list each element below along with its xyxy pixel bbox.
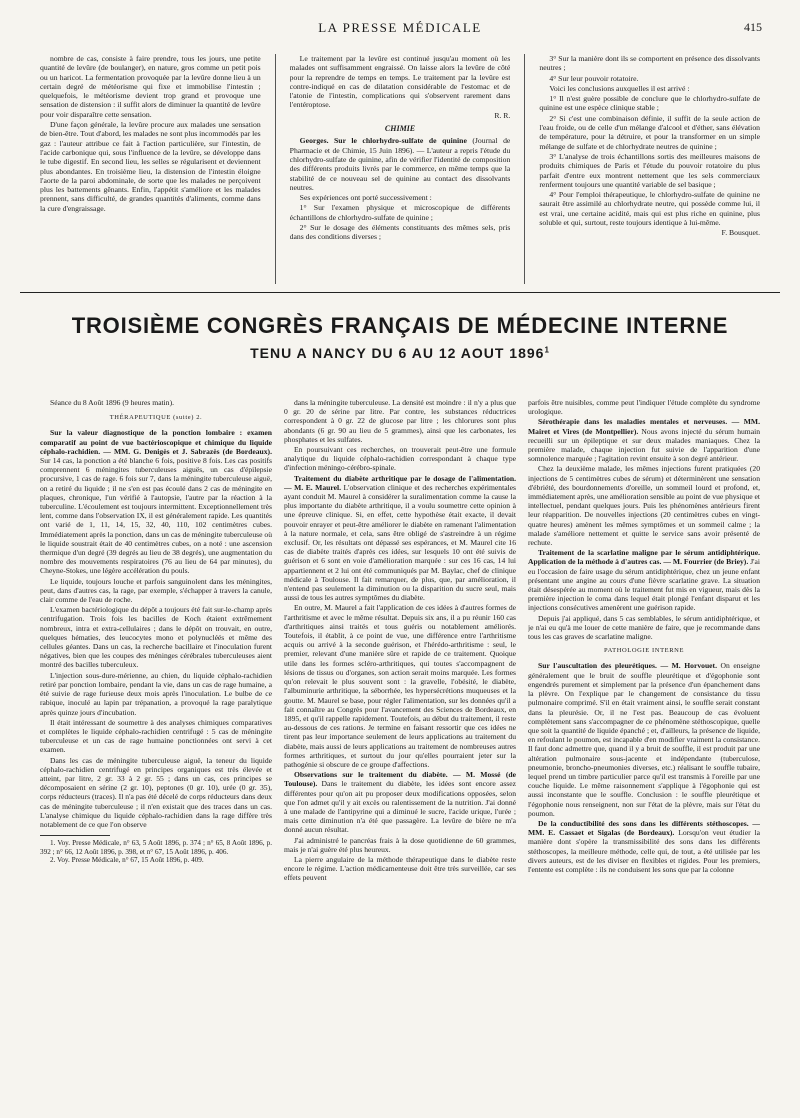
article-title: Traitement du diabète arthritique par le dosage de l'alimentation. bbox=[294, 473, 516, 483]
bottom-column-3 bbox=[528, 398, 760, 1098]
top-column-1 bbox=[40, 54, 261, 284]
article-title: Sérothérapie dans les maladies mentales et nerveuses. bbox=[538, 417, 728, 427]
paragraph bbox=[284, 474, 516, 603]
running-header bbox=[38, 20, 762, 40]
paragraph: nombre de cas, consiste à faire prendre, tous les jours, une petite quantité de levûre (de boulanger), en nature, gros comme un petit pois ou un haricot. La fermentation provoquée par la levûre donne lieu à un certain degré de météorisme qui fixe et immobilise l'intestin ; quelquefois, le météorisme devient trop grand et provoque une sensation de distension : il suffit alors de diminuer la quantité de levûre pour voir disparaître cette sensation. bbox=[40, 54, 261, 119]
paragraph: J'ai administré le pancréas frais à la dose quotidienne de 60 grammes, mais je n'ai guère été plus heureux. bbox=[284, 835, 516, 854]
paragraph: En outre, M. Maurel a fait l'application de ces idées à d'autres formes de l'arthritisme et avec le même résultat. Depuis six ans, il a pu réunir 160 cas d'arthritiques ainsi traités et tous guéris ou notablement améliorés. Toutefois, il établit, à ce point de vue, une différence entre l'arthritisme acquis ou arrivé à la seconde guérison, et l'hérédo-arthritisme : seul, le premier, relevant d'une manière sûre et rapide de ce traitement. Quoique utile dans les formes scléro-arthritiques, qui toutes s'accompagnent de lésions de tissus ou d'organes, son action serait moins marquée. Les formes qu'on relevait le plus souvent sont : la gravelle, l'obésité, le diabète, l'albuminurie arthritique, la séborrhée, les hypersécrétions muqueuses et la goutte. M. Maurel se base, pour régler l'alimentation, sur les données qu'il a fait connaître au Congrès pour l'avancement des Sciences de Bordeaux, en 1895, et qu'il rappelle rapidement. Toutefois, au début du traitement, il reste au-dessous de ces rations. Je termine en faisant ressortir que ces idées ne tirent pas leur importance seulement de leurs applications au traitement du diabète, mais aussi de leurs applications au traitement de nombreuses autres formes arthritiques, et surtout du jour qu'elles pourraient jeter sur la pathogénie si obscure de ce groupe d'affections. bbox=[284, 603, 516, 769]
article-authors: — M. E. Maurel. bbox=[284, 482, 341, 492]
article-text: Dans le traitement du diabète, les idées sont encore assez différentes pour qu'on ait pu proposer deux modifications opposées, selon que l'on admet qu'il y ait excès ou ralentissement de la nutrition. J'ai donné à une malade de l'antipyrine qui a diminué le sucre, l'acide urique, l'urée ; mais cette diminution n'a été que passagère. La levûre de bière ne m'a donné aucun résultat. bbox=[284, 779, 516, 835]
section-heading: THÉRAPEUTIQUE (suite) 2. bbox=[109, 414, 203, 422]
column-rule bbox=[275, 54, 276, 284]
section-heading: PATHOLOGIE INTERNE bbox=[603, 647, 685, 655]
article-authors: — M. Fourrier (de Briey). bbox=[661, 557, 749, 567]
signature: F. Bousquet. bbox=[721, 228, 761, 238]
paragraph bbox=[528, 819, 760, 874]
signature: R. R. bbox=[494, 110, 511, 120]
paragraph bbox=[528, 417, 760, 463]
paragraph bbox=[528, 548, 760, 612]
footnote-rule bbox=[40, 835, 110, 836]
paragraph: dans la méningite tuberculeuse. La densité est moindre : il n'y a plus que 0 gr. 20 de sérine par litre. Par contre, les substances réductrices correspondent à 0 gr. 22 de glucose par litre ; les chlorures sont plus abondants (6 gr. 90 au lieu de 5 grammes), ainsi que les carbonates, les phosphates et les sulfates. bbox=[284, 398, 516, 444]
congress-subtitle bbox=[20, 345, 780, 361]
footnote: 2. Voy. Presse Médicale, n° 67, 15 Août 1896, p. 409. bbox=[50, 856, 204, 865]
paragraph: Voici les conclusions auxquelles il est arrivé : bbox=[549, 83, 690, 93]
top-columns bbox=[40, 54, 760, 284]
top-column-2 bbox=[290, 54, 511, 284]
paragraph: L'examen bactériologique du dépôt a toujours été fait sur-le-champ après centrifugation. Trois fois les bacilles de Koch étaient extrêmement nombreux, intra et extra-cellulaires ; dans le dépôt on trouvait, en outre, quelques hématies, des leucocytes mono et polynucléés et même des cellules géantes. Dans un cas, la recherche bacillaire et l'inoculation furent négatives, bien que les coupes des méninges cérébrales tuberculeuses aient montré des bacilles tuberculeux. bbox=[40, 605, 272, 670]
article-text: L'observation clinique et des recherches expérimentales ayant conduit M. Maurel à considérer la suralimentation comme la cause la plus importante du diabète arthritique, il a voulu soumettre cette opinion à une épreuve clinique. Si, en effet, cette hypothèse était exacte, il devait pouvoir enrayer et peut-être améliorer le diabète en ramenant l'alimentation à la nature normale, et cela, sans être obligé de s'astreindre à un régime exclusif. Or, les résultats ont dépassé ses espérances, et M. Maurel cite 16 cas de diabète traités d'après ces idées, sur lesquels 10 ont été suivis de guérison et 6 sont en voie d'amélioration marquée : sur ces 16 cas, 14 lui appartiennent et 2 lui ont été communiqués par M. Baylac, chef de clinique médicale à Toulouse. Il fait remarquer, de plus, que, par amélioration, il n'entend pas seulement la diminution ou la disparition du sucre seul, mais aussi de tous les autres symptômes du diabète. bbox=[284, 482, 516, 603]
paragraph: 2° Si c'est une combinaison définie, il suffit de la seule action de l'eau froide, ou de celle d'un mélange d'alcool et d'éther, sans élévation de température, pour la détruire, et pour la transformer en un simple mélange de sulfate et de chlorhydrate neutres de quinine ; bbox=[539, 113, 761, 151]
paragraph: Dans les cas de méningite tuberculeuse aiguë, la teneur du liquide céphalo-rachidien centrifugé en principes organiques est très élevée et atteint, par litre, 2 gr. 33 à 2 gr. 55 ; dans un cas, ces principes se décomposaient en sérine (2 gr. 10), peptones (0 gr. 10), urée (0 gr. 35), corps réducteurs (traces). Il n'a pas été décelé de corps réducteurs dans deux cas de méningite tuberculeuse ; il n'en existait que des traces dans un cas. L'analyse chimique du liquide céphalo-rachidien dans la rage diffère très notablement de ce que l'on observe bbox=[40, 755, 272, 829]
footnote: 1. Voy. Presse Médicale, n° 63, 5 Août 1896, p. 374 ; n° 65, 8 Août 1896, p. 392 ; n° 66, 12 Août 1896, p. 398, et n° 67, 15 Août 1896, p. 406. bbox=[40, 839, 272, 856]
session-line: Séance du 8 Août 1896 (9 heures matin). bbox=[50, 398, 175, 407]
bottom-column-2 bbox=[284, 398, 516, 1098]
article-text: On enseigne généralement que le bruit de souffle pleurétique et d'égophonie sont engendrés purement et simplement par la présence d'un épanchement dans la plèvre. On l'explique par le changement de consistance du tissu pulmonaire comprimé. S'il en était vraiment ainsi, le souffle serait constant dans la pleurésie. Or, il ne l'est pas. Beaucoup de cas évoluent complètement sans s'accompagner de ce phénomène stéthoscopique, quelle que soit la quantité de liquide épanché ; et, d'ailleurs, la présence de liquide, en refoulant le poumon, est incapable d'en modifier vraiment la consistance. Il faut donc admettre que, quand il y a bruit de souffle, il est produit par une altération pulmonaire sous-jacente et indépendante (tuberculose, pneumonie, broncho-pneumonies diverses, etc.) réalisant le souffle tubaire, lequel prend un timbre particulier parce qu'il est transmis à l'oreille par une couche liquide. Le même raisonnement s'applique à l'égophonie qui est aussi inconstante que le souffle. Conclusion : le souffle pleurétique et l'égophonie nous renseignent, non sur l'état de la plèvre, mais sur l'état du poumon. bbox=[528, 661, 760, 818]
article-authors: — MM. G. Denigès et J. Sabrazès (de Bordeaux). bbox=[100, 446, 272, 456]
paragraph: D'une façon générale, la levûre procure aux malades une sensation de bien-être. Tout d'abord, les malades ne sont plus incommodés par les gaz : l'auteur attribue ce fait à l'action particulière, sur l'intestin, de l'acide carbonique qui, sous l'influence de la levûre, se développe dans le tube digestif. En second lieu, les selles se régularisent et deviennent plus abondantes. En troisième lieu, la distension de l'intestin éloigne l'aorte de la paroi abdominale, de sorte que les malades ne perçoivent plus les battements gênants. Enfin, l'appétit s'améliore et les malades prennent, sans difficulté, de grandes quantités d'aliments, comme dans la cure d'engraissage. bbox=[40, 120, 261, 213]
paragraph: Le traitement par la levûre est continué jusqu'au moment où les malades ont suffisamment engraissé. On laisse alors la levûre de côté pour la reprendre de temps en temps. Le traitement par la levûre est contre-indiqué en cas de dilatation considérable de l'estomac et de l'atonie de l'intestin, complications qui s'observent rarement dans l'entéroptose. bbox=[289, 54, 511, 110]
bottom-columns bbox=[40, 398, 760, 1098]
article-text: Lorsqu'on veut étudier la manière dont s'opère la transmissibilité des sons dans les différents stéthoscopes, la meilleure méthode, celle qui, de tout, a été utilisée par les divers auteurs, est de les diviser en flexibles et rigides. Pour les premiers, l'entente est complète : ils ne conduisent les sons que par la colonne bbox=[528, 828, 760, 874]
page-number: 415 bbox=[744, 20, 762, 34]
paragraph: 3° L'analyse de trois échantillons sortis des meilleures maisons de produits chimiques de Paris et l'étude du pouvoir rotatoire du plus parfait d'entre eux montrent nettement que les sels commerciaux renferment toujours une quantité variable de sel basique ; bbox=[539, 151, 761, 189]
footnote-marker: 1 bbox=[544, 345, 550, 355]
paragraph bbox=[290, 136, 511, 192]
paragraph: 4° Sur leur pouvoir rotatoire. bbox=[549, 73, 639, 83]
top-column-3 bbox=[539, 54, 760, 284]
article-authors: — MM. Mairet et Vires (de Montpellier). bbox=[528, 417, 760, 436]
paragraph: Ses expériences ont porté successivement : bbox=[299, 193, 432, 203]
paragraph: Depuis j'ai appliqué, dans 5 cas semblables, le sérum antidiphtérique, et je n'ai eu qu'à me louer de cette manière de faire, que je recommande dans tous les cas graves de scarlatine maligne. bbox=[528, 613, 760, 642]
article-title: Traitement de la scarlatine maligne par le sérum antidiphtérique. Application de la méthode à d'autres cas. bbox=[528, 548, 760, 567]
horizontal-rule bbox=[20, 292, 780, 293]
paragraph: Chez la deuxième malade, les mêmes injections furent pratiquées (20 injections de 5 centimètres cubes de sérum) et déterminèrent une sensation d'ébriété, des bourdonnements d'oreille, un sommeil lourd et profond, et, immédiatement après, une amélioration sensible au point de vue physique et intellectuel, pendant quelques jours. Puis les phénomènes antérieurs firent leur réapparition. De nouvelles injections (20 centimètres cubes en vingt-quatre heures) amènent les mêmes symptômes et un sommeil calme ; la malade s'améliore nettement et quitte le service sans avoir présenté de rechute. bbox=[528, 464, 760, 548]
paragraph: En poursuivant ces recherches, on trouverait peut-être une formule analytique du liquide céphalo-rachidien correspondant à chaque type d'infection méningo-cérébro-spinale. bbox=[284, 445, 516, 473]
subtitle-text: TENU A NANCY DU 6 AU 12 AOUT 1896 bbox=[250, 345, 545, 361]
author-name: Georges. bbox=[299, 136, 329, 146]
paragraph bbox=[284, 770, 516, 834]
article-title: De la conductibilité des sons dans les différents stéthoscopes. bbox=[538, 818, 749, 828]
article-text: Sur 14 cas, la ponction a été blanche 6 fois, positive 8 fois. Les cas positifs comprennent 6 méningites tuberculeuses aiguës, un cas d'épilepsie procursive, 1 cas de rage. 6 fois sur 7, dans la méningite tuberculeuse aiguë, on a retiré du liquide ; il ne s'en est pas écoulé dans 2 cas de méningite en plaques, chronique, l'un vérifié à l'autopsie, l'autre par la réaction à la tuberculine. L'écoulement est toujours intermittent. Exceptionnellement très lent, comme dans l'observation IX, il est généralement rapide. Les quantités ont varié de 1, 11, 14, 15, 32, 40, 110, 102 centimètres cubes. Immédiatement après la ponction, dans un cas de méningite tuberculeuse où le liquide soustrait était de 40 centimètres cubes, on a noté : une ascension thermique d'un degré (39 degrés au lieu de 38 degrés), une augmentation du nombre des mouvements respiratoires (76 au lieu de 64 par minutes), du Cheyne-Stokes, une légère accélération du pouls. bbox=[40, 456, 272, 576]
article-authors: — MM. E. Cassaet et Sigalas (de Bordeaux). bbox=[528, 818, 760, 838]
paragraph bbox=[528, 661, 760, 817]
paragraph: L'injection sous-dure-mérienne, au chien, du liquide céphalo-rachidien retiré par ponction lombaire, pendant la vie, dans un cas de rage humaine, a été suivie de rage furieuse deux mois après l'inoculation. Le bulbe de ce rabique, inoculé au lapin par trépanation, a provoqué la rage paralytique après quinze jours d'incubation. bbox=[40, 670, 272, 717]
section-heading: CHIMIE bbox=[384, 124, 416, 134]
article-text: (Journal de Pharmacie et de Chimie, 15 Juin 1896). — L'auteur a repris l'étude du chlorhydro-sulfate de quinine, afin de vérifier l'identité de composition des différents produits livrés par le commerce, en même temps que la stabilité de ce nouveau sel de quinine au contact des dissolvants neutres. bbox=[289, 136, 511, 192]
article-text: Nous avons injecté du sérum humain recueilli sur un épileptique et sur deux malades maniaques. Chez la première malade, chaque injection fut suivie de l'apparition d'une somnolence marquée ; l'agitation revint ensuite à son degré antérieur. bbox=[528, 426, 760, 464]
paragraph: Il était intéressant de soumettre à des analyses chimiques comparatives et complètes le liquide céphalo-rachidien centrifugé : 5 cas de méningite tuberculeuse et un cas de rage humaine ponctionnées ont servi à cet examen. bbox=[40, 717, 272, 755]
journal-title: LA PRESSE MÉDICALE bbox=[318, 20, 482, 35]
paragraph: La pierre angulaire de la méthode thérapeutique dans le diabète reste encore le régime. L'action médicamenteuse doit être très surveillée, car ses effets peuvent bbox=[284, 854, 516, 883]
paragraph: 1° Sur l'examen physique et microscopique de différents échantillons de chlorhydro-sulfate de quinine ; bbox=[289, 203, 511, 222]
column-rule bbox=[524, 54, 525, 284]
paragraph: parfois être nuisibles, comme peut l'indiquer l'étude complète du syndrome urologique. bbox=[528, 398, 760, 417]
paragraph: Le liquide, toujours louche et parfois sanguinolent dans les méningites, peut, dans d'autres cas, la rage, par exemple, s'échapper à travers la canule, clair comme de l'eau de roche. bbox=[40, 576, 272, 605]
congress-title: TROISIÈME CONGRÈS FRANÇAIS DE MÉDECINE INTERNE bbox=[71, 313, 729, 338]
article-title: Sur la valeur diagnostique de la ponction lombaire : examen comparatif au point de vue bactérioscopique et chimique du liquide céphalo-rachidien. bbox=[40, 428, 272, 456]
article-title: Sur l'auscultation des pleurétiques. bbox=[538, 661, 657, 671]
bottom-column-1 bbox=[40, 398, 272, 1098]
paragraph: 1° Il n'est guère possible de conclure que le chlorhydro-sulfate de quinine est une espèce clinique stable ; bbox=[539, 94, 761, 113]
article-authors: — M. Horvouet. bbox=[656, 661, 717, 671]
article-text: J'ai eu l'occasion de faire usage du sérum antidiphtérique, chez un jeune enfant présentant une angine au cours d'une fièvre scarlatine grave. La situation était désespérée au moment où le traitement fut mis en vigueur, mais dès la première injection le coma dans lequel était plongé l'enfant disparut et les injections consécutives amenèrent une guérison rapide. bbox=[528, 557, 760, 613]
article-title: Sur le chlorhydro-sulfate de quinine bbox=[334, 136, 467, 146]
article-title: Observations sur le traitement du diabète. bbox=[294, 770, 448, 780]
paragraph: 3° Sur la manière dont ils se comportent en présence des dissolvants neutres ; bbox=[539, 54, 761, 73]
paragraph: 4° Pour l'emploi thérapeutique, le chlorhydro-sulfate de quinine ne saurait être assimilé au chlorhydrate neutre, qui possède comme lui, il est vrai, une certaine acidité, mais qui est plus riche en quinine, plus soluble et qui, surtout, reste toujours identique à lui-même. bbox=[539, 190, 761, 228]
paragraph: 2° Sur le dosage des éléments constituants des mêmes sels, pris dans des conditions diverses ; bbox=[289, 223, 511, 242]
paragraph bbox=[40, 428, 272, 575]
article-authors: — M. Mossé (de Toulouse). bbox=[284, 770, 516, 789]
